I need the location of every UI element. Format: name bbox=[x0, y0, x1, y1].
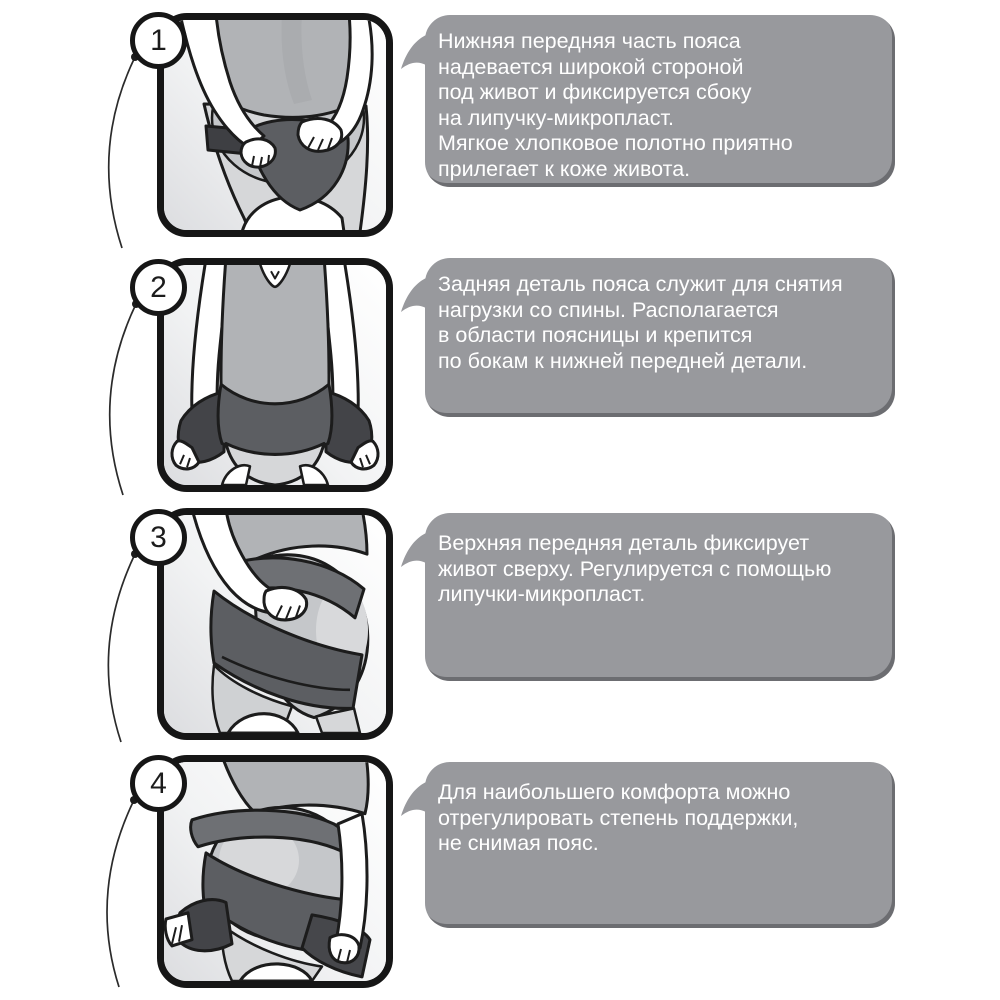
step-3-number-badge bbox=[130, 509, 187, 566]
speech-bubble-tail bbox=[401, 35, 426, 69]
speech-bubble-tail bbox=[401, 278, 426, 312]
bubble-text-line: не снимая пояс. bbox=[438, 831, 599, 855]
figure-side-view-smoothing bbox=[164, 515, 386, 733]
step-1-number-badge bbox=[130, 12, 187, 69]
hand bbox=[264, 588, 307, 620]
step-4-speech-bubble bbox=[425, 762, 895, 928]
bubble-text-line: надевается широкой стороной bbox=[438, 54, 744, 79]
figure-front-view bbox=[164, 20, 386, 230]
step-2-illustration-panel bbox=[157, 258, 393, 492]
right-arm bbox=[336, 814, 367, 948]
bubble-text-line: отрегулировать степень поддержки, bbox=[438, 805, 799, 830]
step-number: 3 bbox=[150, 520, 167, 554]
bubble-text-line: липучки-микропласт. bbox=[438, 582, 646, 606]
bubble-text-line: Задняя деталь пояса служит для снятия bbox=[438, 272, 843, 296]
speech-bubble-tail bbox=[401, 533, 426, 567]
bubble-text-line: под живот и фиксируется сбоку bbox=[438, 80, 752, 104]
figure-side-view-adjusting bbox=[164, 762, 386, 981]
step-2-speech-bubble bbox=[425, 258, 895, 417]
speech-bubble-tail bbox=[401, 782, 426, 816]
left-hand bbox=[241, 139, 275, 167]
arc-step-2 bbox=[110, 304, 136, 495]
bubble-text-line: Мягкое хлопковое полотно приятно bbox=[438, 131, 793, 155]
bubble-text-line: Нижняя передняя часть пояса bbox=[438, 29, 741, 53]
step-3-illustration-panel bbox=[157, 508, 393, 740]
figure-back-view bbox=[164, 265, 386, 485]
right-hand bbox=[329, 935, 359, 963]
bubble-text-line: живот сверху. Регулируется с помощью bbox=[438, 556, 832, 581]
bubble-text-line: в области поясницы и крепится bbox=[438, 323, 753, 347]
bubble-text-line: прилегает к коже живота. bbox=[438, 156, 691, 181]
bubble-text-line: на липучку-микропласт. bbox=[438, 105, 674, 130]
arc-step-4 bbox=[107, 800, 134, 987]
step-number: 4 bbox=[150, 766, 167, 800]
step-4-illustration-panel bbox=[157, 755, 393, 988]
arc-step-3 bbox=[108, 554, 135, 742]
bubble-text-line: по бокам к нижней передней детали. bbox=[438, 348, 808, 373]
step-4-number-badge bbox=[130, 755, 187, 812]
step-2-number-badge bbox=[130, 259, 187, 316]
step-number: 1 bbox=[150, 23, 167, 57]
step-number: 2 bbox=[150, 270, 167, 304]
arc-step-1 bbox=[109, 57, 135, 248]
bubble-text-line: Для наибольшего комфорта можно bbox=[438, 780, 791, 804]
bubble-text-line: Верхняя передняя деталь фиксирует bbox=[438, 531, 810, 555]
step-3-speech-bubble bbox=[425, 513, 895, 681]
step-1-illustration-panel bbox=[157, 13, 393, 237]
step-1-speech-bubble bbox=[425, 15, 895, 187]
bubble-text-line: нагрузки со спины. Располагается bbox=[438, 297, 779, 322]
